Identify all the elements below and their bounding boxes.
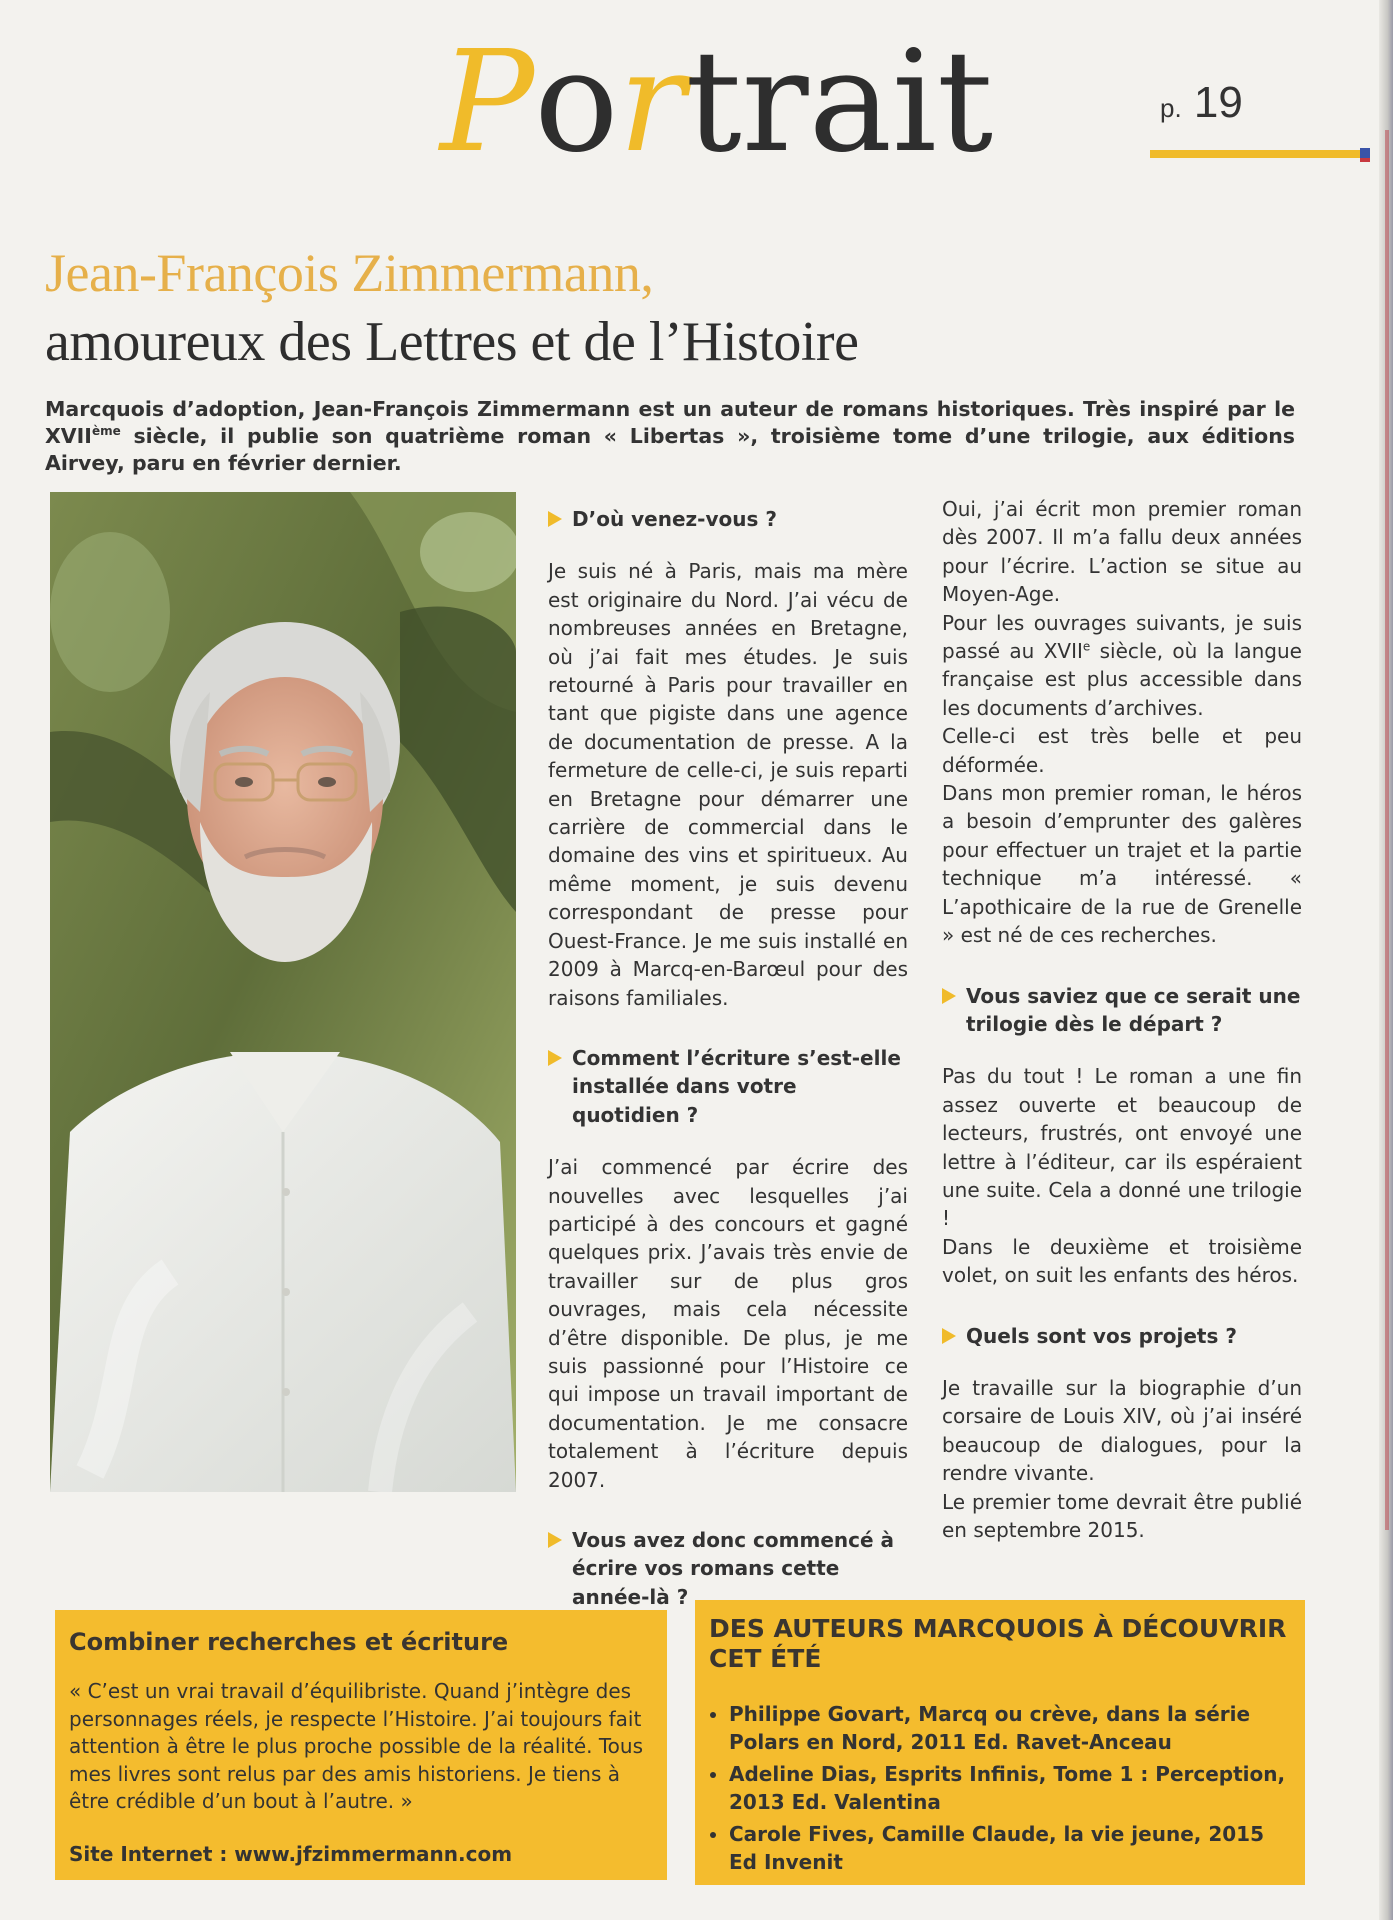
question-bullet-icon — [942, 988, 956, 1004]
question-start-text: Vous avez donc commencé à écrire vos romans cette année-là ? — [572, 1528, 895, 1609]
question-bullet-icon — [548, 1050, 562, 1066]
question-projects-text: Quels sont vos projets ? — [966, 1323, 1237, 1348]
answer-origin: Je suis né à Paris, mais ma mère est originaire du Nord. J’ai vécu de nombreuses années en Bretagne, où j’ai fait mes études. Je suis retourné à Paris pour travailler en tant que pigiste dans une agence de documentation de presse. A la fermeture de celle-ci, je suis reparti en Bretagne pour démarrer une carrière de commercial dans le domaine des vins et spiritueux. Au même moment, je suis devenu correspondant de presse pour Ouest-France. Je me suis installé en 2009 à Marcq-en-Barœul pour des raisons familiales. — [548, 559, 908, 1010]
question-trilogy — [942, 982, 1302, 1039]
question-start — [548, 1526, 908, 1611]
article-column-2 — [942, 495, 1302, 1544]
question-bullet-icon — [548, 511, 562, 527]
author-portrait-illustration — [50, 492, 516, 1492]
header-rule — [1150, 150, 1360, 158]
answer-start-4: Dans mon premier roman, le héros a besoin d’emprunter des galères pour effectuer un trajet et la partie technique m’a intéressé. « L’apothicaire de la rue de Grenelle » est né de ces recherches. — [942, 781, 1302, 948]
masthead-letter-o: o — [534, 21, 619, 184]
sidebar-box-research-heading: Combiner recherches et écriture — [69, 1628, 509, 1656]
lead-part1: Marcquois d’adoption, Jean-François Zimmermann est un auteur de romans historiques. Très inspiré par le XVII — [45, 397, 1295, 448]
sidebar-box-authors — [695, 1600, 1305, 1885]
page-number-value: 19 — [1193, 78, 1243, 127]
article-title-name: Jean-François Zimmermann, — [45, 243, 654, 303]
list-item: • Adeline Dias, Esprits Infinis, Tome 1 : Perception, 2013 Ed. Valentina — [729, 1760, 1289, 1816]
answer-writing: J’ai commencé par écrire des nouvelles avec lesquelles j’ai participé à des concours et gagné quelques prix. J’avais très envie de travailler sur de plus gros ouvrages, mais cela nécessite d’être disponible. De plus, je me suis passionné pour l’Histoire ce qui impose un travail important de documentation. Je me consacre totalement à l’écriture depuis 2007. — [548, 1155, 908, 1492]
website-link[interactable]: Site Internet : www.jfzimmermann.com — [69, 1842, 513, 1866]
authors-list — [709, 1700, 1289, 1880]
question-trilogy-text: Vous saviez que ce serait une trilogie dès le départ ? — [966, 983, 1301, 1036]
lead-part2: siècle, il publie son quatrième roman « Libertas », troisième tome d’une trilogie, aux éditions Airvey, paru en février dernier. — [45, 424, 1295, 475]
answer-projects-1: Je travaille sur la biographie d’un corsaire de Louis XIV, où j’ai inséré beaucoup de dialogues, pour la rendre vivante. — [942, 1375, 1302, 1486]
page-number — [1160, 78, 1243, 128]
answer-start-2 — [942, 609, 1302, 723]
masthead-letter-p: P — [440, 21, 535, 184]
article-column-1 — [548, 495, 908, 1635]
question-writing — [548, 1044, 908, 1129]
author-photo — [50, 492, 516, 1492]
article-lead — [45, 396, 1295, 477]
masthead-rest: trait — [685, 21, 994, 184]
question-bullet-icon — [548, 1532, 562, 1548]
answer-start-2-sup: e — [1082, 639, 1091, 654]
answer-trilogy-2: Dans le deuxième et troisième volet, on suit les enfants des héros. — [942, 1234, 1302, 1288]
masthead-letter-r: r — [618, 21, 686, 184]
answer-start-1: Oui, j’ai écrit mon premier roman dès 2007. Il m’a fallu deux années pour l’écrire. L’action se situe au Moyen-Age. — [942, 497, 1302, 607]
question-writing-text: Comment l’écriture s’est-elle installée dans votre quotidien ? — [572, 1045, 901, 1127]
answer-start-2b: siècle, où la langue française est plus accessible dans les documents d’archives. — [942, 639, 1302, 720]
answer-trilogy-1: Pas du tout ! Le roman a une fin assez ouverte et beaucoup de lecteurs, frustrés, ont envoyé une lettre à l’éditeur, car ils espéraient une suite. Cela a donné une trilogie ! — [942, 1064, 1302, 1231]
question-origin — [548, 505, 908, 533]
author-quote: « C’est un vrai travail d’équilibriste. Quand j’intègre des personnages réels, je respecte l’Histoire. J’ai toujours fait attention à être le plus proche possible de la réalité. Tous mes livres sont relus par des amis historiens. Je tiens à être crédible d’un bout à l’autre. » — [69, 1679, 644, 1813]
header-rule-red — [1360, 158, 1370, 162]
question-origin-text: D’où venez-vous ? — [572, 507, 777, 531]
answer-projects-2: Le premier tome devrait être publié en septembre 2015. — [942, 1489, 1302, 1542]
sidebar-box-research — [55, 1610, 667, 1880]
lead-superscript: ème — [91, 424, 121, 439]
sidebar-box-authors-heading: DES AUTEURS MARCQUOIS À DÉCOUVRIR CET ÉTÉ — [709, 1614, 1287, 1673]
page-prefix: p. — [1160, 93, 1182, 123]
list-item: • Carole Fives, Camille Claude, la vie jeune, 2015 Ed Invenit — [729, 1820, 1289, 1876]
answer-start-2a: Pour les ouvrages suivants, je suis passé au XVII — [942, 610, 1302, 664]
question-bullet-icon — [942, 1328, 956, 1344]
list-item: • Philippe Govart, Marcq ou crève, dans la série Polars en Nord, 2011 Ed. Ravet-Anceau — [729, 1700, 1289, 1756]
question-projects — [942, 1322, 1302, 1350]
section-masthead — [440, 18, 993, 188]
article-subtitle: amoureux des Lettres et de l’Histoire — [45, 311, 859, 373]
answer-start-3: Celle-ci est très belle et peu déformée. — [942, 724, 1302, 777]
page-edge-stripe — [1385, 130, 1389, 1530]
